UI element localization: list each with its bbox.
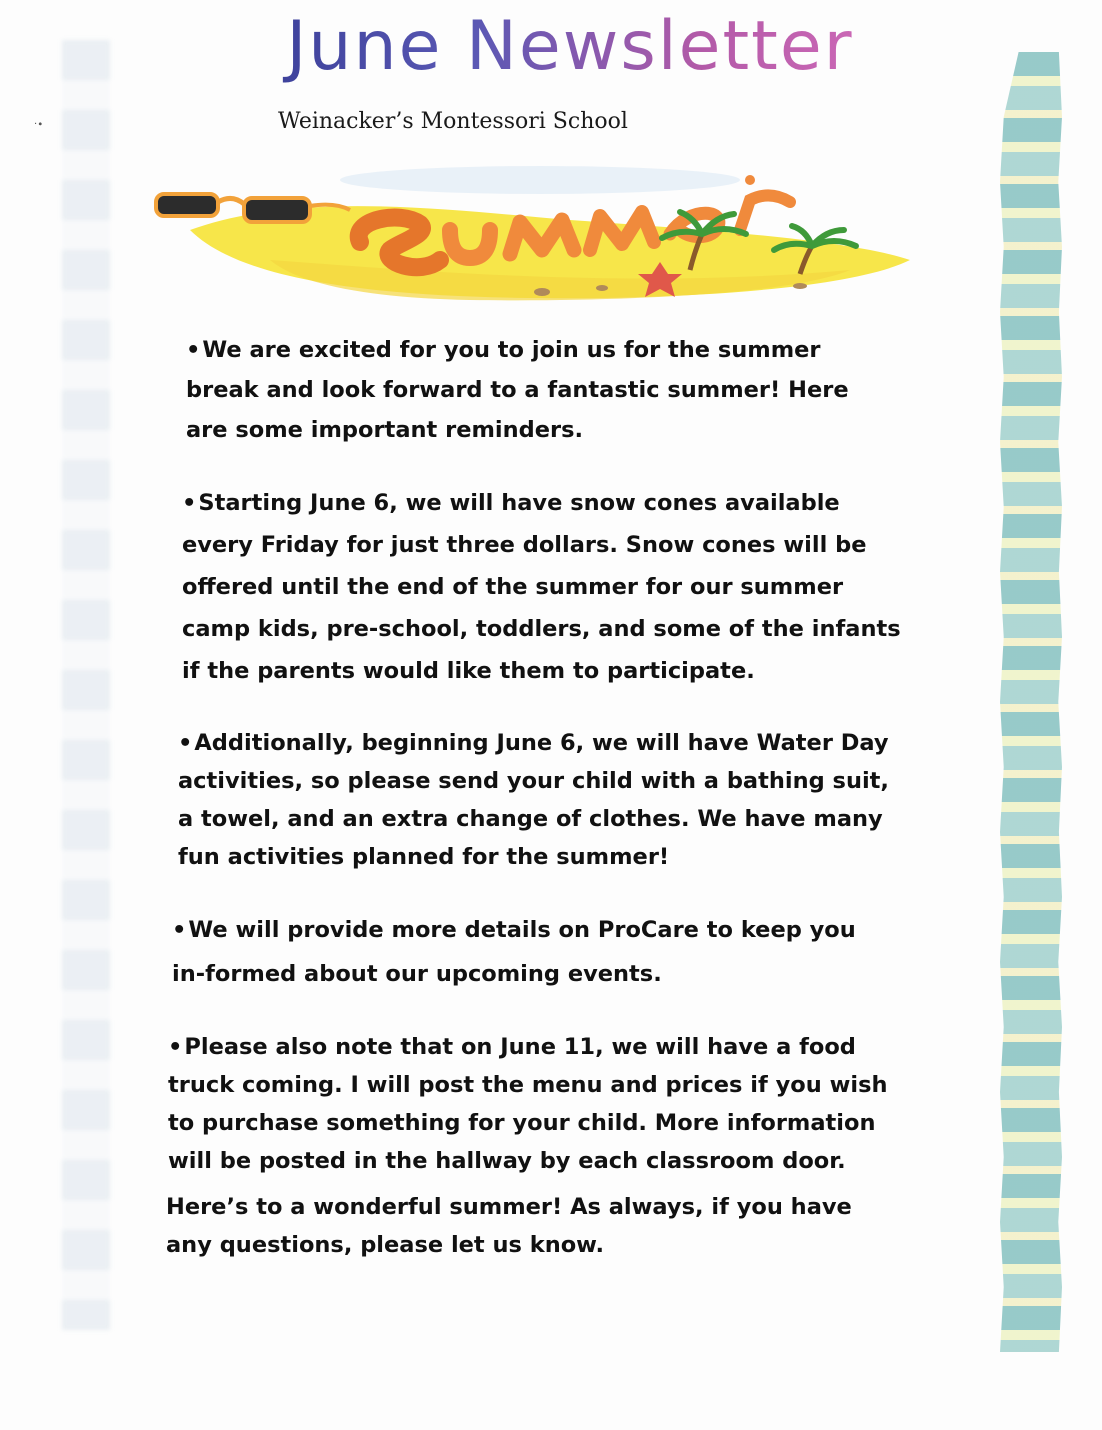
scan-shadow-strip	[62, 40, 110, 1330]
bullet-mark: •	[182, 490, 197, 516]
shell-icon	[793, 283, 807, 289]
bullet-mark: •	[172, 917, 187, 943]
reminder-paragraph	[178, 724, 898, 876]
school-name: Weinacker’s Montessori School	[278, 109, 628, 134]
bullet-mark: •	[186, 337, 201, 363]
reminder-paragraph	[172, 908, 872, 996]
reminder-paragraph	[186, 330, 876, 450]
paragraph-text: Starting June 6, we will have snow cones available every Friday for just three dollars. Snow cones will be offered until the end of the summer for our summer camp kids, pre-school, toddlers, and some of the infants if the parents would like them to participate.	[182, 490, 901, 684]
paragraph-text: We are excited for you to join us for the summer break and look forward to a fantastic summer! Here are some important reminders.	[186, 337, 849, 443]
newsletter-title: June Newsletter	[250, 2, 890, 92]
newsletter-body	[166, 330, 926, 1296]
bullet-mark: •	[168, 1034, 183, 1060]
paragraph-text: We will provide more details on ProCare to keep you in-formed about our upcoming events.	[172, 917, 856, 987]
shell-icon	[596, 285, 608, 291]
decorative-border	[1000, 52, 1062, 1352]
reminder-paragraph	[168, 1028, 888, 1180]
reminder-paragraph	[182, 482, 912, 692]
paragraph-text: Please also note that on June 11, we will have a food truck coming. I will post the menu and prices if you wish to purchase something for your child. More information will be posted in the hallway by each classroom door.	[168, 1034, 888, 1174]
closing-paragraph: Here’s to a wonderful summer! As always, if you have any questions, please let us know.	[166, 1194, 852, 1258]
paragraph-text: Additionally, beginning June 6, we will have Water Day activities, so please send your child with a bathing suit, a towel, and an extra change of clothes. We have many fun activities planned for the summer!	[178, 730, 889, 870]
bullet-mark: •	[178, 730, 193, 756]
shell-icon	[534, 288, 550, 296]
scan-speck: ·∙	[34, 119, 44, 130]
summer-banner-image	[150, 150, 920, 310]
